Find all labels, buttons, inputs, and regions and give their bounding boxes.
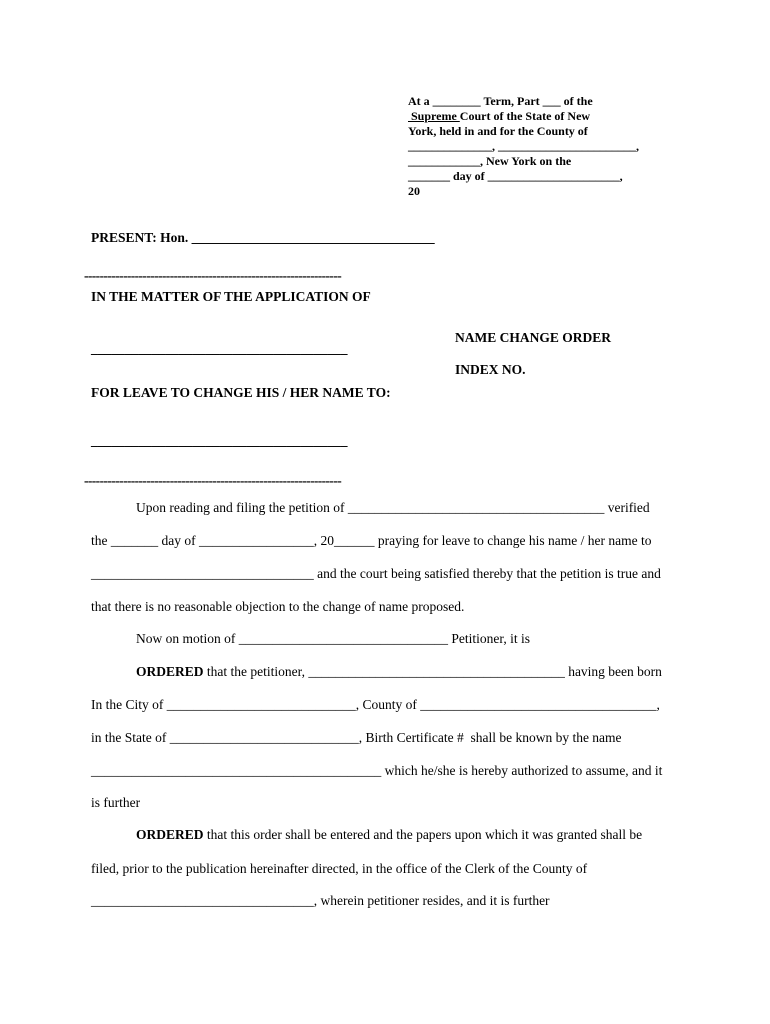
body-line-11-rest: that this order shall be entered and the papers upon which it was granted shall be	[203, 827, 643, 842]
body-line-1: Upon reading and filing the petition of ______________________________________ verified	[136, 500, 650, 515]
divider-bottom: ------------------------------------------------------------------	[84, 473, 342, 488]
new-name-blank: ______________________________________	[91, 433, 348, 448]
order-title: NAME CHANGE ORDER	[455, 330, 612, 345]
body-line-7: In the City of ____________________________, County of ___________________________________,	[91, 697, 660, 712]
caption-court-name: Supreme	[408, 109, 460, 123]
body-line-6-rest: that the petitioner, ______________________________________ having been born	[203, 664, 662, 679]
index-number-label: INDEX NO.	[455, 362, 526, 377]
body-line-3: _________________________________ and the court being satisfied thereby that the petition is true and	[91, 566, 661, 581]
caption-line-7: 20	[408, 184, 420, 198]
body-line-10: is further	[91, 795, 141, 810]
body-line-9: ___________________________________________ which he/she is hereby authorized to assume, and it	[91, 763, 663, 778]
body-line-12: filed, prior to the publication hereinafter directed, in the office of the Clerk of the County of	[91, 861, 588, 876]
body-line-5: Now on motion of _______________________________ Petitioner, it is	[136, 631, 530, 646]
ordered-keyword: ORDERED	[136, 664, 204, 679]
body-line-8: in the State of ____________________________, Birth Certificate # shall be known by the name	[91, 730, 622, 745]
caption-line-5: ____________, New York on the	[408, 154, 572, 168]
applicant-name-blank: ______________________________________	[91, 341, 348, 356]
leave-heading: FOR LEAVE TO CHANGE HIS / HER NAME TO:	[91, 385, 391, 400]
caption-line-4: ______________, _______________________,	[408, 139, 639, 153]
caption-line-1: At a ________ Term, Part ___ of the	[408, 94, 593, 108]
body-line-13: _________________________________, wherein petitioner resides, and it is further	[91, 893, 550, 908]
divider-top: ------------------------------------------------------------------	[84, 268, 342, 283]
caption-line-6: _______ day of ______________________,	[408, 169, 623, 183]
caption-line-3: York, held in and for the County of	[408, 124, 588, 138]
body-line-2: the _______ day of _________________, 20______ praying for leave to change his name / her name to	[91, 533, 652, 548]
present-judge-line: PRESENT: Hon. ____________________________________	[91, 230, 435, 245]
ordered-keyword: ORDERED	[136, 827, 204, 842]
caption-line-2-rest: Court of the State of New	[459, 109, 591, 123]
body-line-11	[136, 827, 642, 843]
body-line-6	[136, 664, 662, 680]
body-line-4: that there is no reasonable objection to the change of name proposed.	[91, 599, 465, 614]
matter-heading: IN THE MATTER OF THE APPLICATION OF	[91, 289, 371, 304]
caption-line-2	[408, 109, 590, 124]
